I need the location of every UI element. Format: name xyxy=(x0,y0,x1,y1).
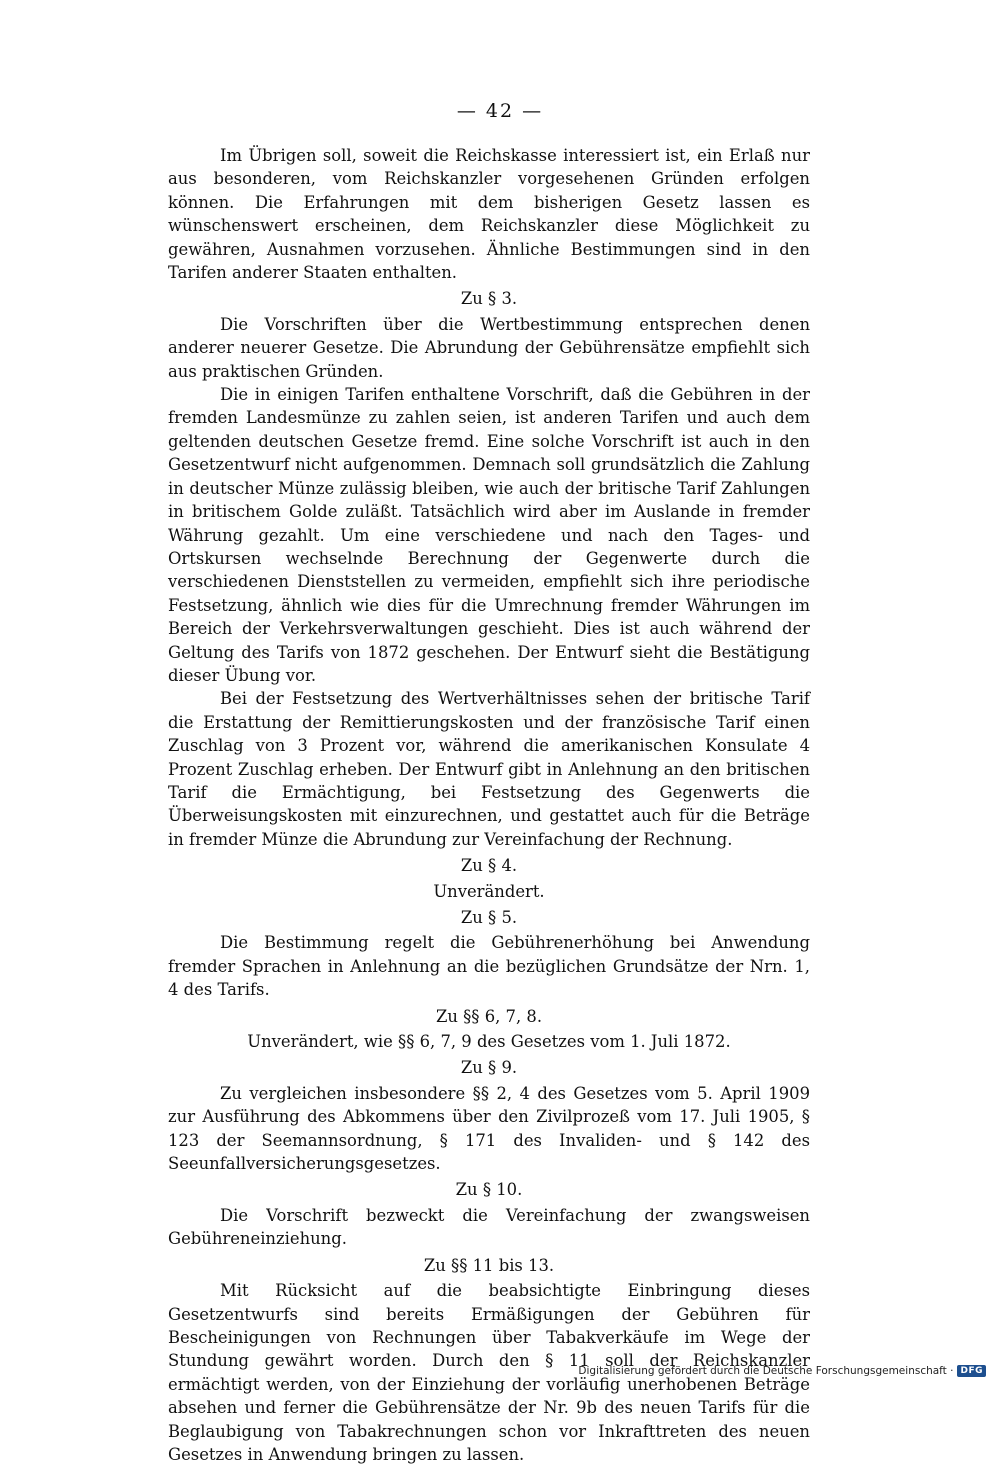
document-body xyxy=(168,144,810,1466)
paragraph: Die Vorschrift bezweckt die Vereinfachung der zwangsweisen Gebühreneinziehung. xyxy=(168,1205,810,1249)
paragraph: Zu vergleichen insbesondere §§ 2, 4 des Gesetzes vom 5. April 1909 zur Ausführung des Abkommens über den Zivilprozeß vom 17. Juli 1905, § 123 der Seemannsordnung, § 171 des Invaliden- und § 142 des Seeunfallversicherungsgesetzes. xyxy=(168,1083,810,1174)
paragraph: Die Bestimmung regelt die Gebührenerhöhung bei Anwendung fremder Sprachen in Anlehnung an die bezüglichen Grundsätze der Nrn. 1, 4 des Tarifs. xyxy=(168,933,810,1000)
section-heading: Zu § 9. xyxy=(460,1058,518,1078)
paragraph: Mit Rücksicht auf die beabsichtigte Einbringung dieses Gesetzentwurfs sind bereits Ermäßigungen der Gebühren für Bescheinigungen von Rechnungen über Tabakverkäufe im Wege der Stundung gewährt worden. Durch den § 11 soll der Reichskanzler ermächtigt werden, von der Einziehung der vorläufig unerhobenen Beträge absehen und ferner die Gebührensätze der Nr. 9b des neuen Tarifs für die Beglaubigung von Tabakrechnungen schon vor Inkrafttreten des neuen Gesetzes in Anwendung bringen zu lassen. xyxy=(168,1281,810,1464)
centered-note: Unverändert, wie §§ 6, 7, 9 des Gesetzes vom 1. Juli 1872. xyxy=(247,1032,731,1052)
section-heading: Zu § 5. xyxy=(460,908,518,927)
page-number: — 42 — xyxy=(456,100,544,122)
section-heading: Zu §§ 6, 7, 8. xyxy=(435,1006,543,1026)
section-heading: Zu § 3. xyxy=(460,289,518,309)
paragraph: Die in einigen Tarifen enthaltene Vorschrift, daß die Gebühren in der fremden Landesmünze zu zahlen seien, ist anderen Tarifen und auch dem geltenden deutschen Gesetze fremd. Eine solche Vorschrift ist auch in den Gesetzentwurf nicht aufgenommen. Demnach soll grundsätzlich die Zahlung in deutscher Münze zulässig bleiben, wie auch der britische Tarif Zahlungen in britischem Golde zuläßt. Tatsächlich wird aber im Auslande in fremder Währung gezahlt. Um eine verschiedene und nach den Tages- und Ortskursen wechselnde Berechnung der Gegenwerte durch die verschiedenen Dienststellen zu vermeiden, empfiehlt sich ihre periodische Festsetzung, ähnlich wie dies für die Umrechnung fremder Währungen im Bereich der Verkehrsverwaltungen geschieht. Dies ist auch während der Geltung des Tarifs von 1872 geschehen. Der Entwurf sieht die Bestätigung dieser Übung vor. xyxy=(168,385,810,685)
footer-credit: Digitalisierung gefördert durch die Deutsche Forschungsgemeinschaft · xyxy=(578,1365,954,1377)
centered-note: Unverändert. xyxy=(433,881,545,901)
paragraph: Bei der Festsetzung des Wertverhältnisses sehen der britische Tarif die Erstattung der Remittierungskosten und der französische Tarif einen Zuschlag von 3 Prozent vor, während die amerikanischen Konsulate 4 Prozent Zuschlag erheben. Der Entwurf gibt in Anlehnung an den britischen Tarif die Ermächtigung, bei Festsetzung des Gegenwerts die Überweisungskosten mit einzurechnen, und gestattet auch für die Beträge in fremder Münze die Abrundung zur Vereinfachung der Rechnung. xyxy=(168,689,810,849)
digitization-footer xyxy=(578,1365,986,1377)
section-heading: Zu § 4. xyxy=(460,856,518,876)
paragraph: Die Vorschriften über die Wertbestimmung entsprechen denen anderer neuerer Gesetze. Die Abrundung der Gebührensätze empfiehlt sich aus praktischen Gründen. xyxy=(168,314,810,381)
dfg-logo: DFG xyxy=(957,1365,986,1377)
section-heading: Zu §§ 11 bis 13. xyxy=(423,1255,555,1275)
paragraph: Im Übrigen soll, soweit die Reichskasse interessiert ist, ein Erlaß nur aus besonderen, vom Reichskanzler vorgesehenen Gründen erfolgen können. Die Erfahrungen mit dem bisherigen Gesetz lassen es wünschenswert erscheinen, dem Reichskanzler diese Möglichkeit zu gewähren, Ausnahmen vorzusehen. Ähnliche Bestimmungen sind in den Tarifen anderer Staaten enthalten. xyxy=(168,146,810,283)
section-heading: Zu § 10. xyxy=(455,1180,523,1200)
